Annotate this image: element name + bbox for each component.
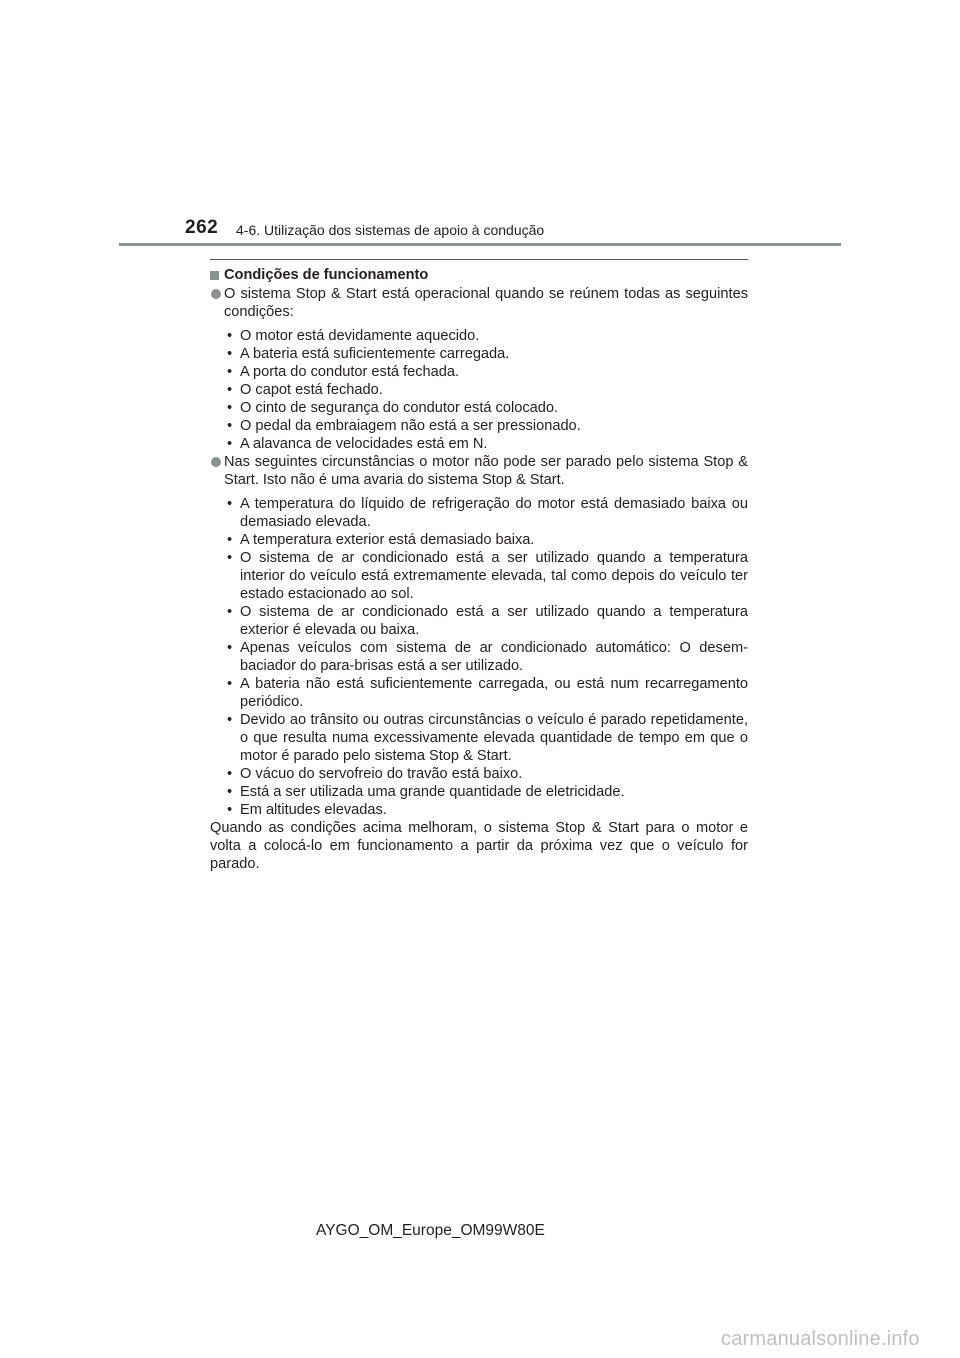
watermark: carmanualsonline.info xyxy=(721,1328,920,1350)
section-heading xyxy=(210,266,748,284)
section-divider xyxy=(210,259,748,260)
list-item: • O motor está devidamente aquecido. xyxy=(224,327,748,345)
list-item: • A alavanca de velocidades está em N. xyxy=(224,435,748,453)
condition-block xyxy=(210,285,748,321)
list-item: • O sistema de ar condicionado está a ser utilizado quando a temperatura exterior é elevada ou baixa. xyxy=(224,603,748,639)
condition-text: O sistema Stop & Start está operacional quando se reúnem todas as seguintes condições: xyxy=(224,286,748,320)
closing-paragraph: Quando as condições acima melhoram, o sistema Stop & Start para o motor e volta a colocá-lo em funcionamento a partir da próxima vez que o veículo for parado. xyxy=(210,820,748,872)
list-item: • Está a ser utilizada uma grande quantidade de eletricidade. xyxy=(224,783,748,801)
condition-block xyxy=(210,453,748,489)
list-item: • A bateria não está suficientemente carregada, ou está num recarregamento periódico. xyxy=(224,675,748,711)
page-number: 262 xyxy=(185,217,219,238)
list-item: • O capot está fechado. xyxy=(224,381,748,399)
bullet-list xyxy=(210,495,748,819)
list-item: • O vácuo do servofreio do travão está baixo. xyxy=(224,765,748,783)
condition-text: Nas seguintes circunstâncias o motor não pode ser parado pelo sistema Stop & Start. Isto não é uma avaria do sistema Stop & Start. xyxy=(224,454,748,488)
list-item: • O pedal da embraiagem não está a ser pressionado. xyxy=(224,417,748,435)
square-icon xyxy=(210,271,219,280)
list-item: • Devido ao trânsito ou outras circunstâncias o veículo é parado repetidamente, o que resulta numa excessivamente elevada quantidade de tempo em que o motor é parado pelo sistema Stop & Start. xyxy=(224,711,748,765)
list-item: • A temperatura exterior está demasiado baixa. xyxy=(224,531,748,549)
header-divider xyxy=(119,243,841,246)
list-item: • Em altitudes elevadas. xyxy=(224,801,748,819)
list-item: • A bateria está suficientemente carregada. xyxy=(224,345,748,363)
section-title: Condições de funcionamento xyxy=(224,267,429,283)
section-content xyxy=(210,266,748,873)
list-item: • O sistema de ar condicionado está a ser utilizado quando a temperatura interior do veículo está extremamente elevada, tal como depois do veículo ter estado estacionado ao sol. xyxy=(224,549,748,603)
list-item: • A temperatura do líquido de refrigeração do motor está demasiado baixa ou demasiado elevada. xyxy=(224,495,748,531)
list-item: • Apenas veículos com sistema de ar condicionado automático: O desembaciador do para-brisas está a ser utilizado. xyxy=(224,639,748,675)
dot-icon xyxy=(211,289,221,299)
bullet-list xyxy=(210,327,748,453)
list-item: • A porta do condutor está fechada. xyxy=(224,363,748,381)
dot-icon xyxy=(211,457,221,467)
list-item: • O cinto de segurança do condutor está colocado. xyxy=(224,399,748,417)
document-code: AYGO_OM_Europe_OM99W80E xyxy=(316,1222,545,1239)
running-head: 4-6. Utilização dos sistemas de apoio à condução xyxy=(236,222,545,238)
